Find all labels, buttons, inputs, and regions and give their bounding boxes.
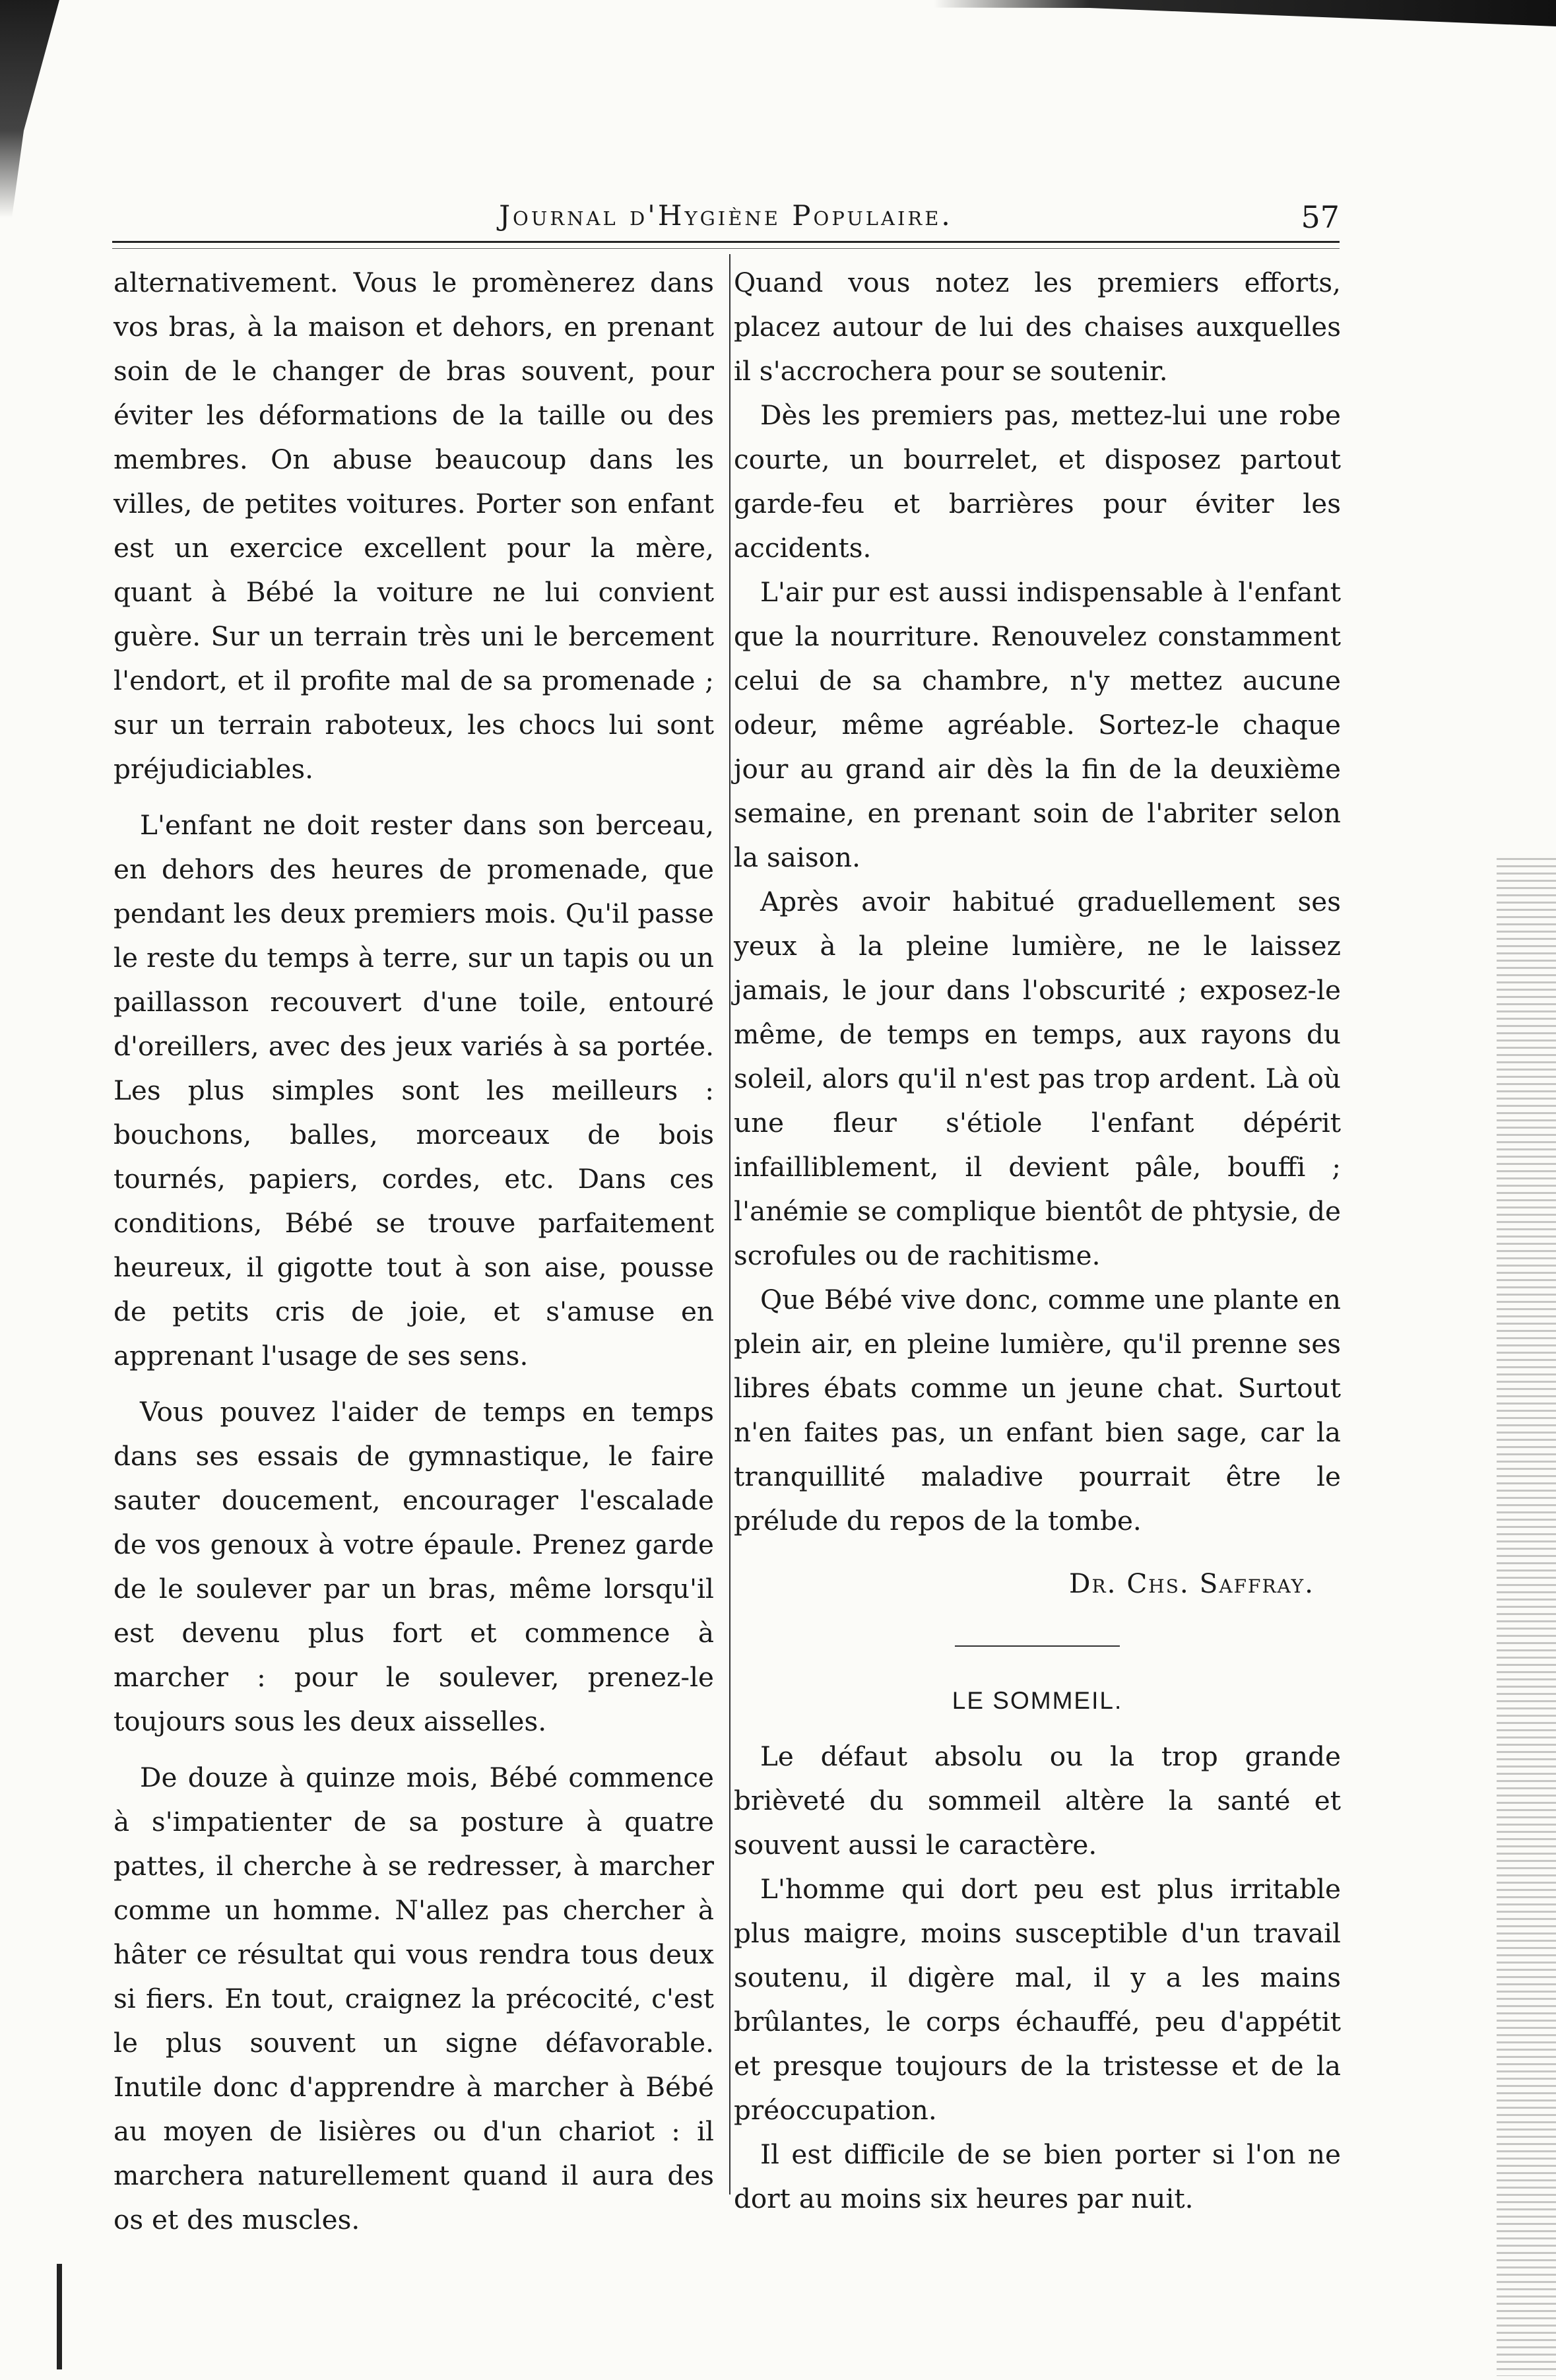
paragraph: L'air pur est aussi indispensable à l'enfant que la nourriture. Renouvelez constamment celui de sa chambre, n'y mettez aucune odeur, même agréable. Sortez-le chaque jour au grand air dès la fin de la deuxième semaine, en prenant soin de l'abriter selon la saison.	[734, 576, 1341, 873]
running-title: Journal d'Hygiène Populaire.	[499, 199, 953, 232]
section-title: LE SOMMEIL.	[952, 1687, 1123, 1714]
page-number: 57	[1301, 199, 1340, 235]
paragraph: Après avoir habitué graduellement ses yeux à la pleine lumière, ne le laissez jamais, le jour dans l'obscurité ; exposez-le même, de temps en temps, aux rayons du soleil, alors qu'il n'est pas trop ardent. Là où une fleur s'étiole l'enfant dépérit infailliblement, il devient pâle, bouffi ; l'anémie se complique bientôt de phtysie, de scrofules ou de rachitisme.	[734, 886, 1341, 1271]
paragraph: L'homme qui dort peu est plus irritable plus maigre, moins susceptible d'un travail soutenu, il digère mal, il y a les mains brûlantes, le corps échauffé, peu d'appétit et presque toujours de la tristesse et de la préoccupation.	[734, 1873, 1341, 2126]
paragraph: Vous pouvez l'aider de temps en temps dans ses essais de gymnastique, le faire sauter doucement, encourager l'escalade de vos genoux à votre épaule. Prenez garde de le soulever par un bras, même lorsqu'il est devenu plus fort et commence à marcher : pour le soulever, prenez-le toujours sous les deux aisselles.	[113, 1396, 714, 1737]
scan-border-left	[0, 0, 59, 218]
paragraph: Il est difficile de se bien porter si l'on ne dort au moins six heures par nuit.	[734, 2138, 1341, 2214]
paragraph: L'enfant ne doit rester dans son berceau, en dehors des heures de promenade, que pendant les deux premiers mois. Qu'il passe le reste du temps à terre, sur un tapis ou un paillasson recouvert d'une toile, entouré d'oreillers, avec des jeux variés à sa portée. Les plus simples sont les meilleurs : bouchons, balles, morceaux de bois tournés, papiers, cordes, etc. Dans ces conditions, Bébé se trouve parfaitement heureux, il gigotte tout à son aise, pousse de petits cris de joie, et s'amuse en apprenant l'usage de ses sens.	[113, 809, 714, 1372]
author-signature: Dr. Chs. Saffray.	[1069, 1568, 1314, 1599]
paragraph: Que Bébé vive donc, comme une plante en plein air, en pleine lumière, qu'il prenne ses libres ébats comme un jeune chat. Surtout n'en faites pas, un enfant bien sage, car la tranquillité maladive pourrait être le prélude du repos de la tombe.	[734, 1284, 1341, 1537]
paragraph: Dès les premiers pas, mettez-lui une robe courte, un bourrelet, et disposez partout garde-feu et barrières pour éviter les accidents.	[734, 399, 1341, 564]
paragraph: Le défaut absolu ou la trop grande brièveté du sommeil altère la santé et souvent aussi le caractère.	[734, 1740, 1341, 1861]
scan-border-right	[1497, 858, 1556, 2376]
column-divider	[729, 254, 730, 2195]
paragraph: alternativement. Vous le promènerez dans vos bras, à la maison et dehors, en prenant soin de le changer de bras souvent, pour éviter les déformations de la taille ou des membres. On abuse beaucoup dans les villes, de petites voitures. Porter son enfant est un exercice excellent pour la mère, quant à Bébé la voiture ne lui convient guère. Sur un terrain très uni le bercement l'endort, et il profite mal de sa promenade ; sur un terrain raboteux, les chocs lui sont préjudiciables.	[113, 267, 714, 785]
scan-border-top	[0, 0, 1556, 26]
section-rule	[955, 1645, 1120, 1647]
paragraph: Quand vous notez les premiers efforts, placez autour de lui des chaises auxquelles il s'accrochera pour se soutenir.	[734, 267, 1341, 387]
header-rule-thin	[112, 248, 1340, 249]
running-head	[112, 191, 1340, 244]
header-rule	[112, 241, 1340, 243]
paragraph: De douze à quinze mois, Bébé commence à s'impatienter de sa posture à quatre pattes, il cherche à se redresser, à marcher comme un homme. N'allez pas chercher à hâter ce résultat qui vous rendra tous deux si fiers. En tout, craignez la précocité, c'est le plus souvent un signe défavorable. Inutile donc d'apprendre à marcher à Bébé au moyen de lisières ou d'un chariot : il marchera naturellement quand il aura des os et des muscles.	[113, 1762, 714, 2235]
right-column	[734, 261, 1341, 2221]
scan-artifact-bottom	[46, 2264, 73, 2369]
left-column	[113, 261, 714, 2242]
